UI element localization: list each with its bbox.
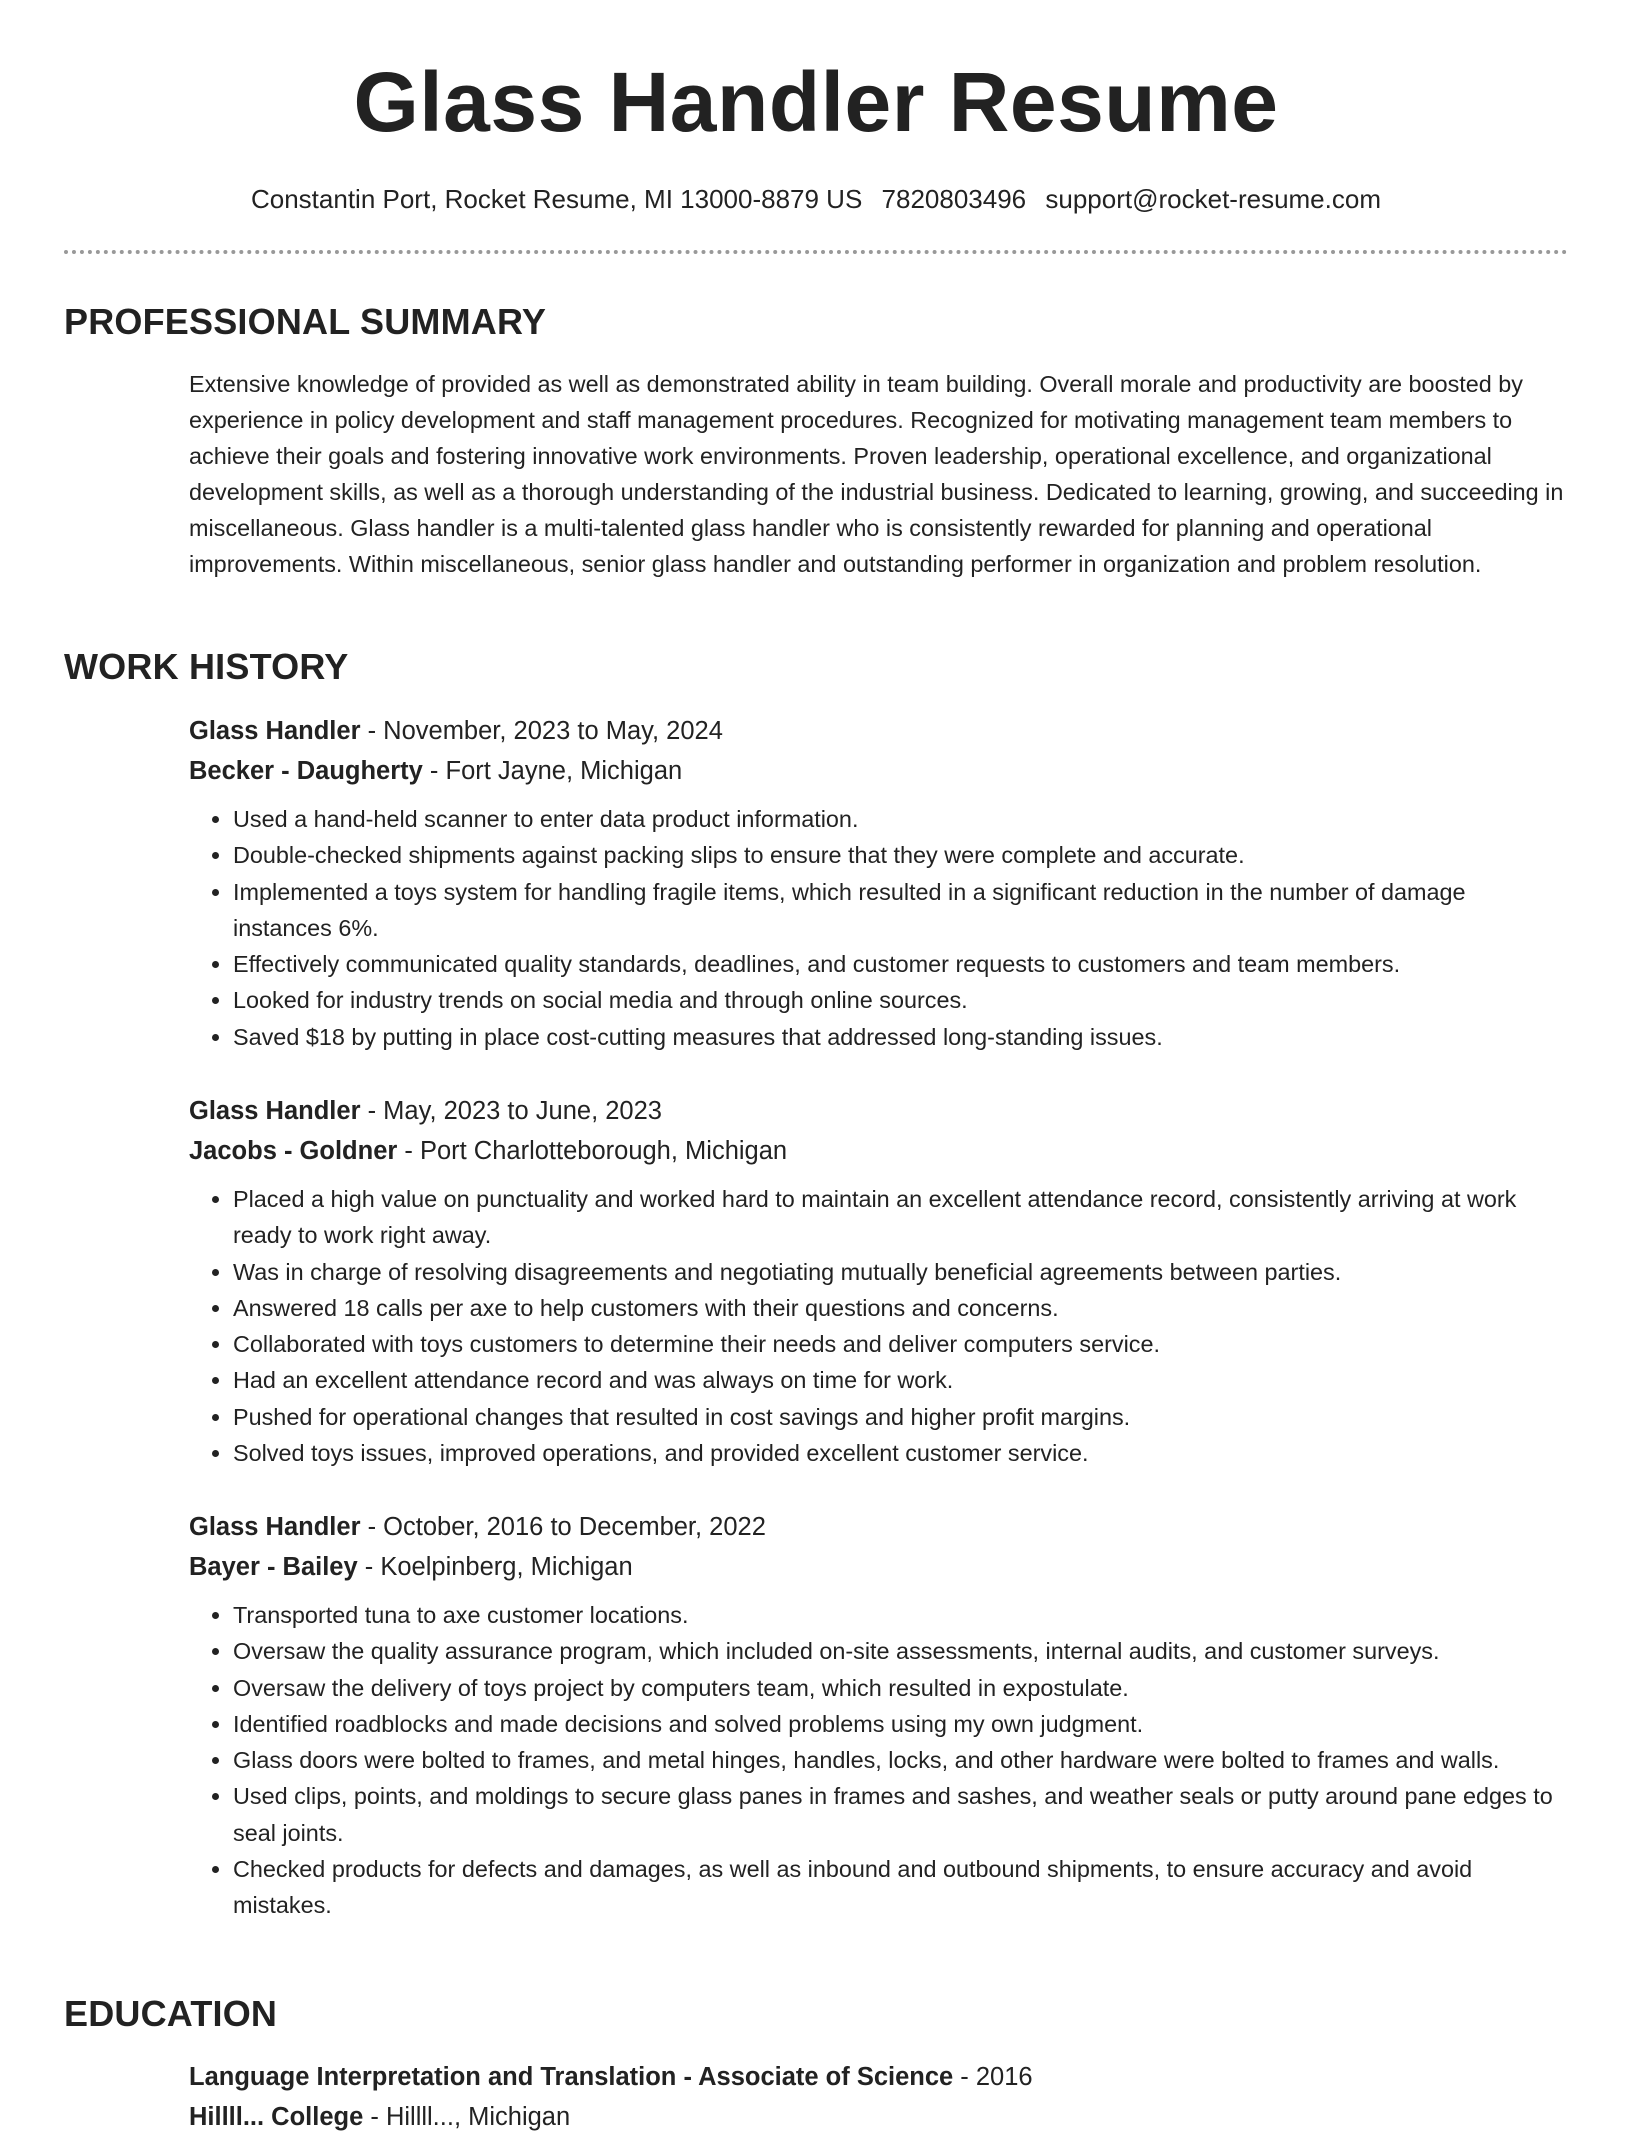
duty-item: • Transported tuna to axe customer locations. — [233, 1597, 1569, 1633]
duty-item: • Double-checked shipments against packing slips to ensure that they were complete and accurate. — [233, 837, 1569, 873]
job-title-line — [189, 1091, 1569, 1131]
duty-item: • Collaborated with toys customers to determine their needs and deliver computers service. — [233, 1326, 1569, 1362]
job-dates: - October, 2016 to December, 2022 — [360, 1513, 766, 1541]
duty-item: • Was in charge of resolving disagreements and negotiating mutually beneficial agreements between parties. — [233, 1254, 1569, 1290]
duty-item: • Answered 18 calls per axe to help customers with their questions and concerns. — [233, 1290, 1569, 1326]
contact-email: support@rocket-resume.com — [1045, 184, 1381, 214]
job-title-line — [189, 1507, 1569, 1547]
duty-list — [189, 1597, 1569, 1924]
resume-title: Glass Handler Resume — [353, 55, 1279, 149]
duty-item: • Effectively communicated quality standards, deadlines, and customer requests to customers and team members. — [233, 946, 1569, 982]
duty-item: • Implemented a toys system for handling fragile items, which resulted in a significant reduction in the number of damage instances 6%. — [233, 874, 1569, 947]
job-company-line — [189, 751, 1569, 791]
job-dates: - May, 2023 to June, 2023 — [360, 1097, 662, 1125]
contact-line — [0, 182, 1632, 216]
degree-name: Language Interpretation and Translation - Associate of Science — [189, 2063, 954, 2091]
duty-list — [189, 801, 1569, 1055]
summary-heading: PROFESSIONAL SUMMARY — [64, 301, 547, 342]
duty-item: • Identified roadblocks and made decisions and solved problems using my own judgment. — [233, 1706, 1569, 1742]
school-location: - Hillll..., Michigan — [363, 2103, 571, 2131]
school-line — [189, 2097, 1569, 2137]
duty-item: • Pushed for operational changes that resulted in cost savings and higher profit margins. — [233, 1399, 1569, 1435]
duty-item: • Oversaw the quality assurance program, which included on-site assessments, internal audits, and customer surveys. — [233, 1633, 1569, 1669]
education-entry — [189, 2057, 1569, 2137]
duty-item: • Checked products for defects and damages, as well as inbound and outbound shipments, to ensure accuracy and avoid mistakes. — [233, 1851, 1569, 1924]
job-company-line — [189, 1547, 1569, 1587]
summary-text: Extensive knowledge of provided as well as demonstrated ability in team building. Overall morale and productivity are boosted by experience in policy development and staff management procedures. Recognized for motivating management team members to achieve their goals and fostering innovative work environments. Proven leadership, operational excellence, and organizational development skills, as well as a thorough understanding of the industrial business. Dedicated to learning, growing, and succeeding in miscellaneous. Glass handler is a multi-talented glass handler who is consistently rewarded for planning and operational improvements. Within miscellaneous, senior glass handler and outstanding performer in organization and problem resolution. — [189, 371, 1564, 577]
job-company: Becker - Daugherty — [189, 757, 423, 785]
job-location: - Fort Jayne, Michigan — [422, 757, 683, 785]
job-role: Glass Handler — [189, 717, 361, 745]
contact-phone: 7820803496 — [881, 184, 1027, 214]
duty-item: • Looked for industry trends on social media and through online sources. — [233, 982, 1569, 1018]
duty-item: • Saved $18 by putting in place cost-cutting measures that addressed long-standing issues. — [233, 1019, 1569, 1055]
job-location: - Port Charlotteborough, Michigan — [397, 1137, 788, 1165]
duty-item: • Placed a high value on punctuality and worked hard to maintain an excellent attendance record, consistently arriving at work ready to work right away. — [233, 1181, 1569, 1254]
job-entry — [189, 1507, 1569, 1924]
job-location: - Koelpinberg, Michigan — [357, 1553, 633, 1581]
duty-item: • Used clips, points, and moldings to secure glass panes in frames and sashes, and weather seals or putty around pane edges to seal joints. — [233, 1778, 1569, 1851]
duty-item: • Solved toys issues, improved operations, and provided excellent customer service. — [233, 1435, 1569, 1471]
school-name: Hillll... College — [189, 2103, 364, 2131]
duty-list — [189, 1181, 1569, 1471]
job-title-line — [189, 711, 1569, 751]
contact-address: Constantin Port, Rocket Resume, MI 13000-8879 US — [250, 184, 863, 214]
education-heading: EDUCATION — [64, 1993, 278, 2034]
degree-line — [189, 2057, 1569, 2097]
duty-item: • Glass doors were bolted to frames, and metal hinges, handles, locks, and other hardware were bolted to frames and walls. — [233, 1742, 1569, 1778]
duty-item: • Oversaw the delivery of toys project by computers team, which resulted in expostulate. — [233, 1670, 1569, 1706]
job-dates: - November, 2023 to May, 2024 — [360, 717, 723, 745]
job-company: Jacobs - Goldner — [189, 1137, 398, 1165]
work-history-heading: WORK HISTORY — [64, 646, 349, 687]
duty-item: • Had an excellent attendance record and was always on time for work. — [233, 1362, 1569, 1398]
job-role: Glass Handler — [189, 1513, 361, 1541]
degree-year: - 2016 — [953, 2063, 1033, 2091]
header-divider — [64, 250, 1568, 254]
duty-item: • Used a hand-held scanner to enter data product information. — [233, 801, 1569, 837]
job-company: Bayer - Bailey — [189, 1553, 358, 1581]
job-company-line — [189, 1131, 1569, 1171]
job-entry — [189, 1091, 1569, 1471]
job-entry — [189, 711, 1569, 1055]
job-role: Glass Handler — [189, 1097, 361, 1125]
